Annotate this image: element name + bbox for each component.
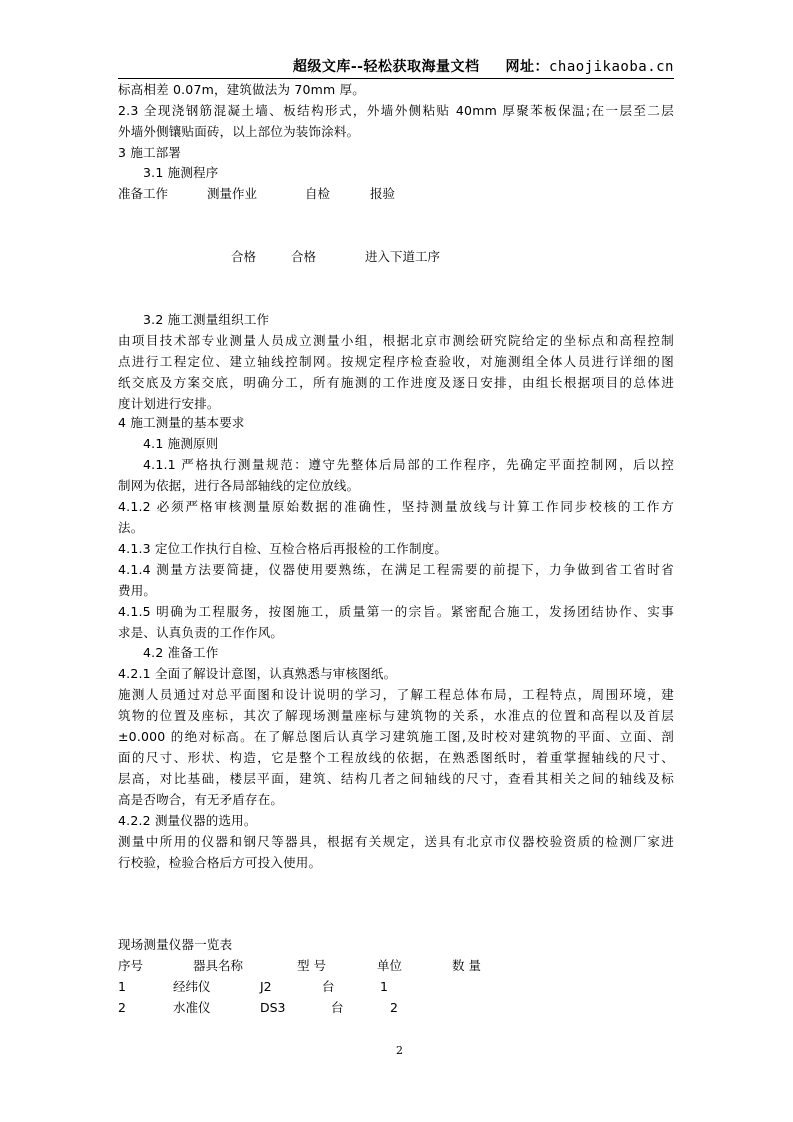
body-line: 标高相差 0.07m，建筑做法为 70mm 厚。	[118, 82, 365, 97]
body-line: 4.1.5 明确为工程服务，按图施工，质量第一的宗旨。紧密配合施工，发扬团结协作、实事	[118, 604, 674, 619]
body-line: 法。	[118, 520, 144, 535]
body-line: 点进行工程定位、建立轴线控制网。按规定程序检查验收，对施测组全体人员进行详细的图	[118, 354, 674, 369]
body-line: 制网为依据，进行各局部轴线的定位放线。	[118, 478, 360, 493]
table-header-cell: 数 量	[452, 958, 481, 973]
header-rule	[118, 78, 674, 79]
table-cell: 2	[390, 1000, 398, 1015]
body-line: 高是否吻合，有无矛盾存在。	[118, 792, 284, 807]
header-title: 超级文库--轻松获取海量文档	[292, 59, 480, 75]
page-header	[118, 56, 674, 76]
table-cell: 2	[118, 1000, 126, 1015]
table-cell: DS3	[260, 1000, 286, 1015]
table-header-cell: 单位	[377, 958, 403, 973]
body-line: 层高，对比基础，楼层平面，建筑、结构几者之间轴线的尺寸，查看其相关之间的轴线及标	[118, 771, 674, 786]
table-cell: 经纬仪	[173, 979, 211, 994]
table-cell: 1	[118, 979, 126, 994]
body-line: 由项目技术部专业测量人员成立测量小组，根据北京市测绘研究院给定的坐标点和高程控制	[118, 333, 674, 348]
table-header-cell: 器具名称	[193, 958, 244, 973]
body-line: 测量中所用的仪器和钢尺等器具，根据有关规定，送具有北京市仪器校验资质的检测厂家进	[118, 834, 674, 849]
body-line: 费用。	[118, 583, 157, 598]
subsection-heading: 3.1 施测程序	[143, 165, 219, 180]
table-header-cell: 型 号	[297, 958, 326, 973]
body-line: 4.2.2 测量仪器的选用。	[118, 813, 257, 828]
section-heading: 3 施工部署	[118, 145, 182, 160]
table-cell: 1	[380, 979, 388, 994]
table-cell: J2	[260, 979, 272, 994]
table-cell: 台	[331, 1000, 344, 1015]
body-line: ±0.000 的绝对标高。在了解总图后认真学习建筑施工图,及时校对建筑物的平面、立面、剖	[118, 729, 674, 744]
section-heading: 4 施工测量的基本要求	[118, 415, 245, 430]
body-line: 面的尺寸、形状、构造，它是整个工程放线的依据，在熟悉图纸时，着重掌握轴线的尺寸、	[118, 750, 674, 765]
flow-step: 测量作业	[207, 186, 258, 201]
table-title: 现场测量仪器一览表	[118, 937, 233, 952]
flow-step: 进入下道工序	[365, 249, 441, 264]
table-cell: 水准仪	[173, 1000, 211, 1015]
header-text	[293, 56, 674, 76]
subsection-heading: 4.1 施测原则	[143, 436, 219, 451]
body-line: 求是、认真负责的工作作风。	[118, 625, 284, 640]
body-line: 施测人员通过对总平面图和设计说明的学习，了解工程总体布局，工程特点，周围环境，建	[118, 687, 674, 702]
body-line: 4.1.2 必须严格审核测量原始数据的准确性，坚持测量放线与计算工作同步校核的工作方	[118, 499, 674, 514]
body-line: 4.1.1 严格执行测量规范：遵守先整体后局部的工作程序，先确定平面控制网，后以控	[143, 457, 674, 472]
subsection-heading: 4.2 准备工作	[143, 645, 219, 660]
body-line: 纸交底及方案交底，明确分工，所有施测的工作进度及逐日安排，由组长根据项目的总体进	[118, 375, 674, 390]
body-line: 筑物的位置及座标，其次了解现场测量座标与建筑物的关系，水准点的位置和高程以及首层	[118, 708, 674, 723]
flow-step: 合格	[291, 249, 317, 264]
header-url[interactable]: chaojikaoba.cn	[548, 59, 674, 75]
body-line: 外墙外侧镶贴面砖，以上部位为装饰涂料。	[118, 124, 360, 139]
table-cell: 台	[322, 979, 335, 994]
table-header-cell: 序号	[118, 958, 144, 973]
body-line: 4.2.1 全面了解设计意图，认真熟悉与审核图纸。	[118, 666, 397, 681]
header-url-label: 网址：	[505, 59, 549, 75]
body-line: 行校验，检验合格后方可投入使用。	[118, 855, 322, 870]
flow-step: 准备工作	[118, 186, 169, 201]
body-line: 度计划进行安排。	[118, 396, 220, 411]
body-line: 2.3 全现浇钢筋混凝土墙、板结构形式，外墙外侧粘贴 40mm 厚聚苯板保温;在一层至二层	[118, 103, 674, 118]
flow-step: 自检	[305, 186, 331, 201]
body-line: 4.1.4 测量方法要简捷，仪器使用要熟练，在满足工程需要的前提下，力争做到省工省时省	[118, 562, 674, 577]
page-number: 2	[396, 1044, 403, 1057]
flow-step: 合格	[231, 249, 257, 264]
body-line: 4.1.3 定位工作执行自检、互检合格后再报检的工作制度。	[118, 541, 448, 556]
subsection-heading: 3.2 施工测量组织工作	[143, 312, 270, 327]
flow-step: 报验	[370, 186, 396, 201]
